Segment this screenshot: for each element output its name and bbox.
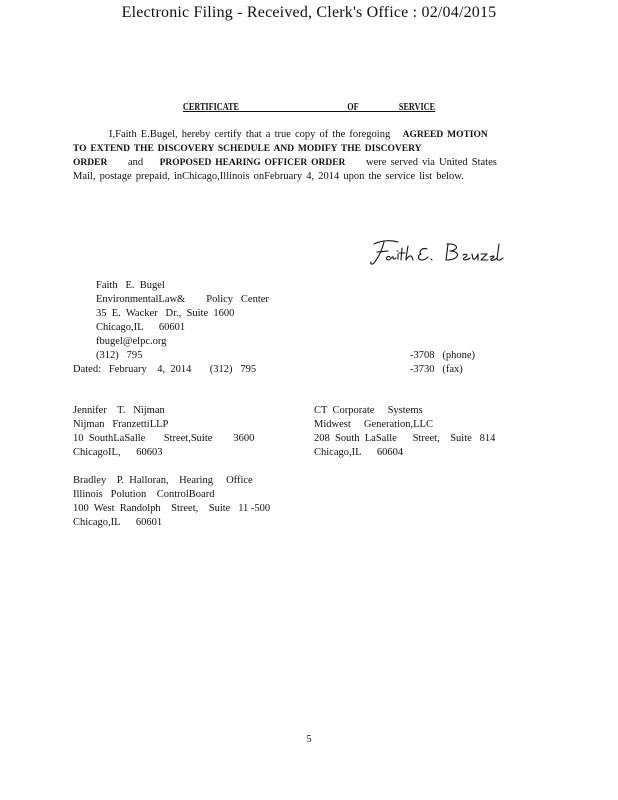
sender-organization: EnvironmentalLaw& Policy Center <box>96 294 269 305</box>
recipient-organization: Nijman FranzettiLLP <box>73 419 169 430</box>
filing-header: Electronic Filing - Received, Clerk's Office : 02/04/2015 <box>121 4 497 21</box>
recipient-name: Bradley P. Halloran, Hearing Office <box>73 475 253 486</box>
sender-phone-number: -3708 (phone) <box>410 350 476 361</box>
sender-address: 35 E. Wacker Dr., Suite 1600 <box>96 308 235 319</box>
motion-title-cont: TO EXTEND THE DISCOVERY SCHEDULE AND MODIFY THE DISCOVERY <box>73 144 422 154</box>
recipient-organization: Midwest Generation,LLC <box>314 419 433 430</box>
paragraph-line-2 <box>73 142 510 156</box>
paragraph-text: I,Faith E.Bugel, hereby certify that a true copy of the foregoing <box>109 129 391 140</box>
recipient-address: 208 South LaSalle Street, Suite 814 <box>314 433 496 444</box>
certificate-title-text: CERTIFICATE OF SERVICE <box>182 102 436 113</box>
proposed-order-title: PROPOSED HEARING OFFICER ORDER <box>159 158 346 168</box>
conjunction-text: and <box>127 157 144 168</box>
recipient-name: CT Corporate Systems <box>314 405 423 416</box>
recipient-organization: Illinois Polution ControlBoard <box>73 489 215 500</box>
sender-city: Chicago,IL 60601 <box>96 322 186 333</box>
paragraph-line-1 <box>73 128 510 142</box>
certificate-title <box>56 102 563 113</box>
certification-paragraph <box>73 128 510 184</box>
recipient-city: ChicagoIL, 60603 <box>73 447 163 458</box>
signature-image <box>368 236 508 270</box>
sender-phone-area: (312) 795 <box>96 350 143 361</box>
sender-email: fbugel@elpc.org <box>96 336 167 347</box>
dated-line: Dated: February 4, 2014 (312) 795 <box>73 364 257 375</box>
motion-title: AGREED MOTION <box>402 130 488 140</box>
sender-name: Faith E. Bugel <box>96 280 165 291</box>
recipient-city: Chicago,IL 60604 <box>314 447 404 458</box>
recipient-city: Chicago,IL 60601 <box>73 517 163 528</box>
paragraph-text-2: were served via United States <box>366 157 497 168</box>
paragraph-line-4 <box>73 170 510 184</box>
sender-fax-number: -3730 (fax) <box>410 364 463 375</box>
recipient-address: 10 SouthLaSalle Street,Suite 3600 <box>73 433 255 444</box>
motion-title-end: ORDER <box>73 158 108 168</box>
paragraph-line-3 <box>73 156 510 170</box>
paragraph-text-3: Mail, postage prepaid, inChicago,Illinois onFebruary 4, 2014 upon the service list below. <box>73 171 464 182</box>
recipient-name: Jennifer T. Nijman <box>73 405 165 416</box>
recipient-address: 100 West Randolph Street, Suite 11 -500 <box>73 503 271 514</box>
page-number: 5 <box>306 734 312 745</box>
